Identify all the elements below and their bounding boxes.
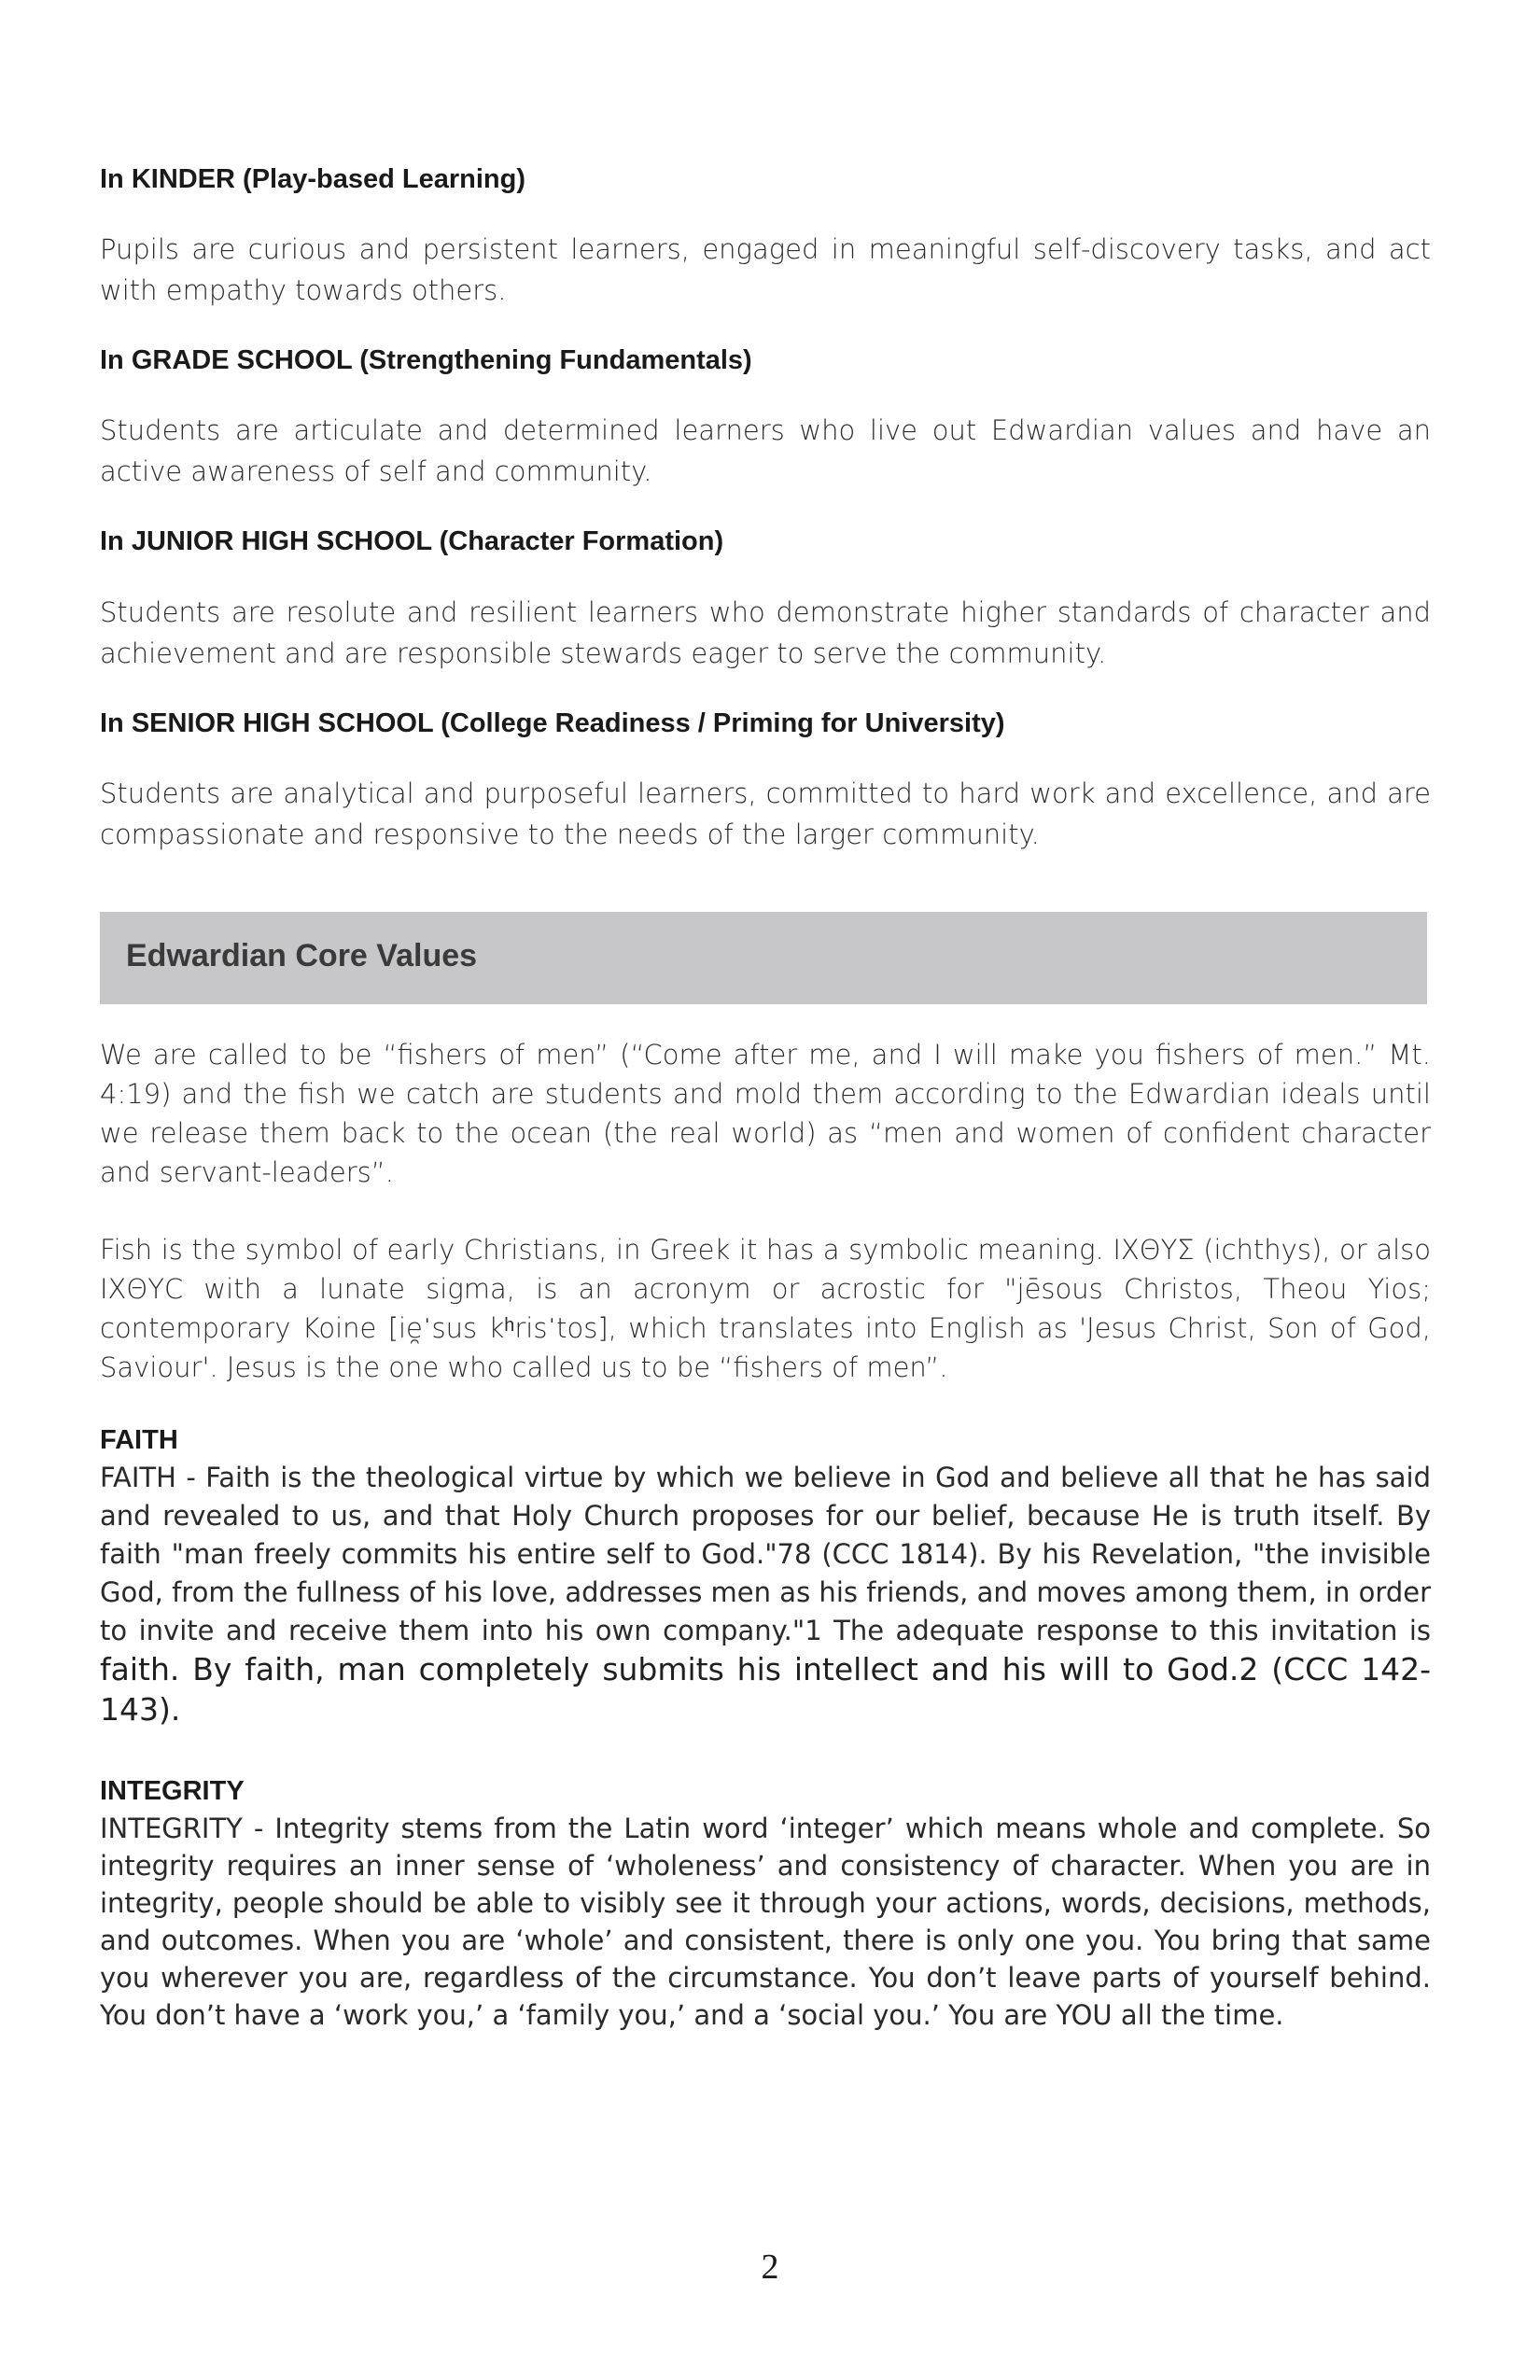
ichthys-paragraph: Fish is the symbol of early Christians, in Greek it has a symbolic meaning. ΙΧΘΥΣ (ichthys), or also ΙΧΘΥC with a lunate sigma, is an acronym or acrostic for "jēsous Christos, Theou Yios; contemporary Koine [ie̯ˈsus kʰrisˈtos], which translates into English as 'Jesus Christ, Son of God, Saviour'. Jesus is the one who called us to be “fishers of men”. xyxy=(100,1234,1431,1383)
faith-text-emphasis: faith. By faith, man completely submits his intellect and his will to God.2 (CCC 142-143). xyxy=(100,1651,1431,1728)
senior-high-heading: In SENIOR HIGH SCHOOL (College Readiness / Priming for University) xyxy=(100,708,1005,738)
faith-paragraph xyxy=(100,1459,1431,1730)
kinder-text: Pupils are curious and persistent learners, engaged in meaningful self-discovery tasks, and act with empathy towards others. xyxy=(100,233,1431,306)
senior-high-text: Students are analytical and purposeful learners, committed to hard work and excellence, and are compassionate and responsive to the needs of the larger community. xyxy=(100,777,1431,850)
faith-text: FAITH - Faith is the theological virtue by which we believe in God and believe all that he has said and revealed to us, and that Holy Church proposes for our belief, because He is truth itself. By faith "man freely commits his entire self to God."78 (CCC 1814). By his Revelation, "the invisible God, from the fullness of his love, addresses men as his friends, and moves among them, in order to invite and receive them into his own company."1 The adequate response to this invitation is xyxy=(100,1462,1431,1646)
integrity-paragraph: INTEGRITY - Integrity stems from the Latin word ‘integer’ which means whole and complete. So integrity requires an inner sense of ‘wholeness’ and consistency of character. When you are in integrity, people should be able to visibly see it through your actions, words, decisions, methods, and outcomes. When you are ‘whole’ and consistent, there is only one you. You bring that same you wherever you are, regardless of the circumstance. You don’t leave parts of yourself behind. You don’t have a ‘work you,’ a ‘family you,’ and a ‘social you.’ You are YOU all the time. xyxy=(100,1813,1431,2031)
grade-school-heading: In GRADE SCHOOL (Strengthening Fundamentals) xyxy=(100,345,752,375)
core-values-intro-paragraph: We are called to be “fishers of men” (“Come after me, and I will make you fishers of men.” Mt. 4:19) and the fish we catch are students and mold them according to the Edwardian ideals until we release them back to the ocean (the real world) as “men and women of confident character and servant-leaders”. xyxy=(100,1039,1431,1188)
junior-high-text: Students are resolute and resilient learners who demonstrate higher standards of character and achievement and are responsible stewards eager to serve the community. xyxy=(100,596,1431,669)
section-title: Edwardian Core Values xyxy=(126,938,478,973)
integrity-heading: INTEGRITY xyxy=(100,1776,245,1806)
grade-school-text: Students are articulate and determined learners who live out Edwardian values and have an active awareness of self and community. xyxy=(100,414,1431,487)
junior-high-heading: In JUNIOR HIGH SCHOOL (Character Formation) xyxy=(100,526,724,556)
page-number: 2 xyxy=(761,2247,779,2287)
kinder-heading: In KINDER (Play-based Learning) xyxy=(100,164,526,194)
core-values-section-header xyxy=(100,912,1427,1004)
faith-heading: FAITH xyxy=(100,1425,178,1455)
